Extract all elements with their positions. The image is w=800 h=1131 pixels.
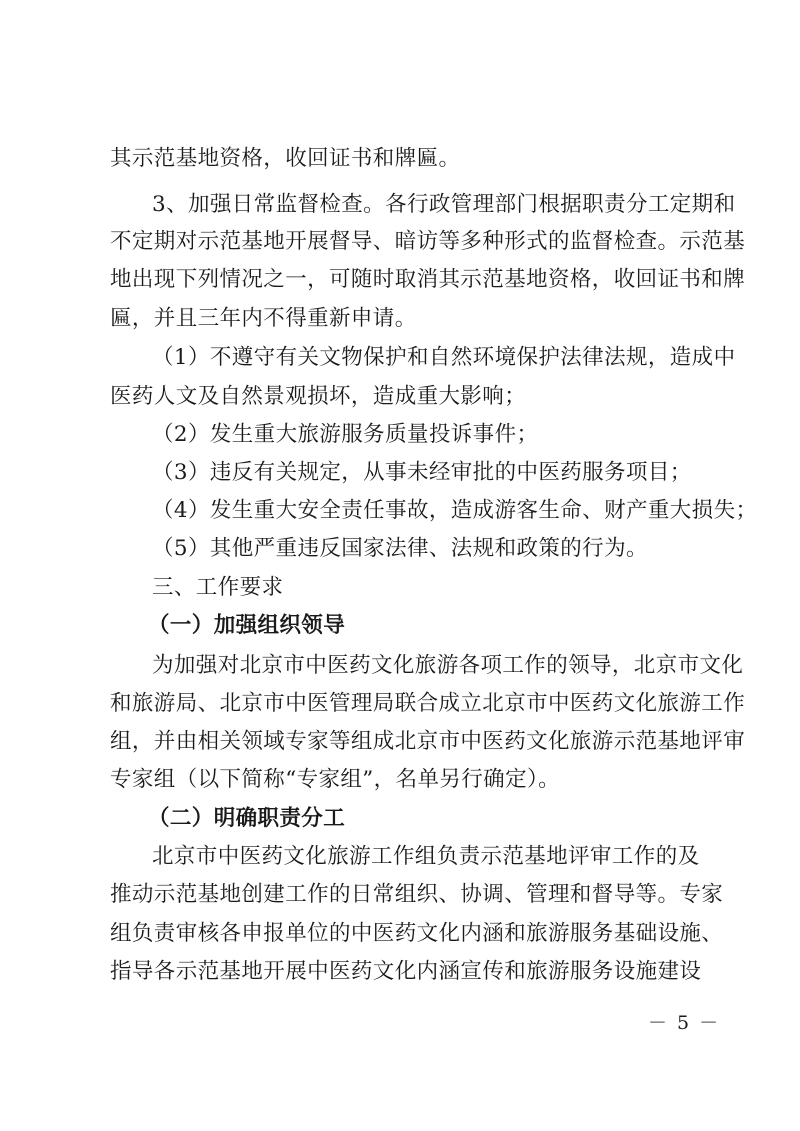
text-line: 组，并由相关领域专家等组成北京市中医药文化旅游示范基地评审 <box>110 729 746 754</box>
text-line: 其示范基地资格，收回证书和牌匾。 <box>110 146 461 171</box>
text-line: 组负责审核各申报单位的中医药文化内涵和旅游服务基础设施、 <box>110 921 724 946</box>
text-line: （3）违反有关规定，从事未经审批的中医药服务项目； <box>152 460 692 485</box>
text-line: 3、加强日常监督检查。各行政管理部门根据职责分工定期和 <box>152 192 736 217</box>
text-line: 指导各示范基地开展中医药文化内涵宣传和旅游服务设施建设 <box>110 959 702 984</box>
page-number: － 5 － <box>648 1012 721 1034</box>
subsection-heading: （一）加强组织领导 <box>148 613 346 638</box>
subsection-heading: （二）明确职责分工 <box>148 806 346 831</box>
text-line: 专家组（以下简称“专家组”，名单另行确定）。 <box>110 767 561 792</box>
text-line: 不定期对示范基地开展督导、暗访等多种形式的监督检查。示范基 <box>110 229 746 254</box>
text-line: 为加强对北京市中医药文化旅游各项工作的领导，北京市文化 <box>152 653 744 678</box>
section-heading: 三、工作要求 <box>152 575 284 600</box>
text-line: 北京市中医药文化旅游工作组负责示范基地评审工作的及 <box>152 844 700 869</box>
text-line: 和旅游局、北京市中医管理局联合成立北京市中医药文化旅游工作 <box>110 691 746 716</box>
text-line: （4）发生重大安全责任事故，造成游客生命、财产重大损失； <box>152 498 758 523</box>
text-line: （1）不遵守有关文物保护和自然环境保护法律法规，造成中 <box>152 345 736 370</box>
text-line: 医药人文及自然景观损坏，造成重大影响； <box>110 384 527 409</box>
text-line: （5）其他严重违反国家法律、法规和政策的行为。 <box>152 536 648 561</box>
text-line: 匾，并且三年内不得重新申请。 <box>110 306 417 331</box>
text-line: （2）发生重大旅游服务质量投诉事件； <box>152 422 539 447</box>
text-line: 地出现下列情况之一，可随时取消其示范基地资格，收回证书和牌 <box>110 267 746 292</box>
text-line: 推动示范基地创建工作的日常组织、协调、管理和督导等。专家 <box>110 882 724 907</box>
